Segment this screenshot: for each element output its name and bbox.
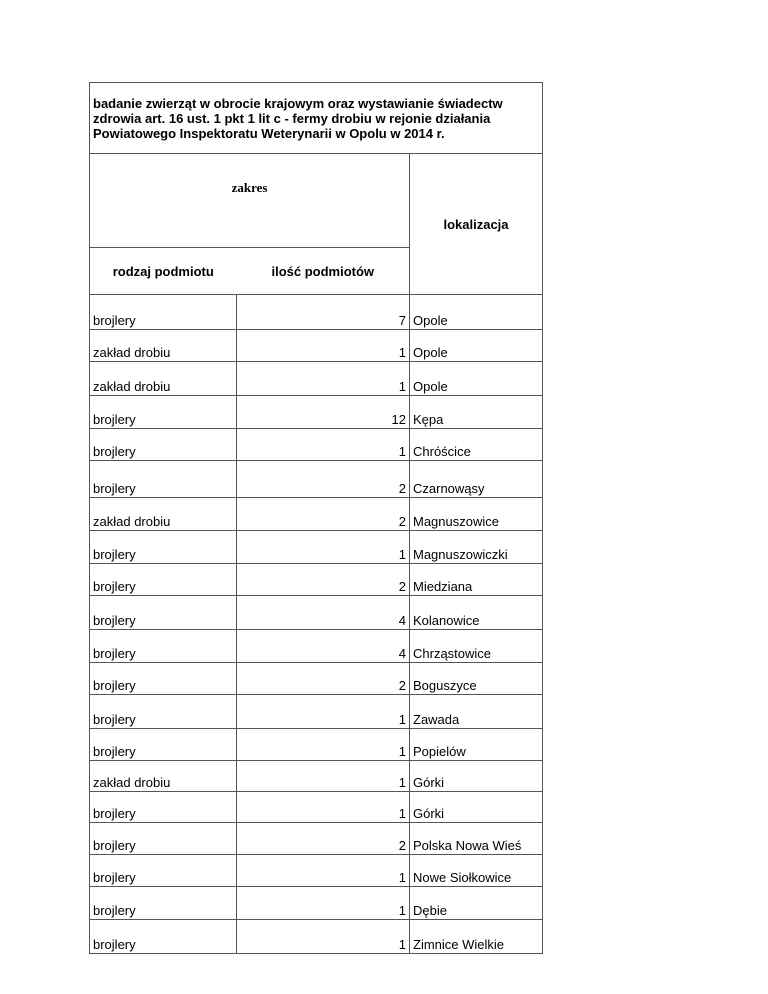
cell-ilosc: 7 xyxy=(237,295,410,330)
cell-rodzaj: brojlery xyxy=(90,792,237,823)
header-zakres: zakres xyxy=(90,154,410,248)
cell-ilosc: 2 xyxy=(237,498,410,531)
cell-rodzaj: brojlery xyxy=(90,855,237,887)
cell-rodzaj: brojlery xyxy=(90,729,237,761)
cell-ilosc: 1 xyxy=(237,531,410,564)
table-row xyxy=(90,630,543,663)
table-row xyxy=(90,823,543,855)
cell-ilosc: 1 xyxy=(237,761,410,792)
cell-rodzaj: brojlery xyxy=(90,295,237,330)
table-row xyxy=(90,498,543,531)
cell-ilosc: 1 xyxy=(237,330,410,362)
cell-lokalizacja: Boguszyce xyxy=(410,663,543,695)
cell-lokalizacja: Magnuszowiczki xyxy=(410,531,543,564)
table-row xyxy=(90,564,543,596)
cell-lokalizacja: Kolanowice xyxy=(410,596,543,630)
table-row xyxy=(90,887,543,920)
cell-lokalizacja: Opole xyxy=(410,295,543,330)
cell-ilosc: 1 xyxy=(237,887,410,920)
table-row xyxy=(90,596,543,630)
cell-lokalizacja: Magnuszowice xyxy=(410,498,543,531)
table-row xyxy=(90,362,543,396)
table-row xyxy=(90,429,543,461)
table-row xyxy=(90,330,543,362)
cell-ilosc: 1 xyxy=(237,855,410,887)
cell-lokalizacja: Górki xyxy=(410,761,543,792)
cell-lokalizacja: Zimnice Wielkie xyxy=(410,920,543,954)
table-row xyxy=(90,761,543,792)
table-row xyxy=(90,396,543,429)
cell-rodzaj: zakład drobiu xyxy=(90,761,237,792)
cell-lokalizacja: Miedziana xyxy=(410,564,543,596)
cell-lokalizacja: Polska Nowa Wieś xyxy=(410,823,543,855)
cell-rodzaj: brojlery xyxy=(90,429,237,461)
cell-rodzaj: zakład drobiu xyxy=(90,330,237,362)
cell-lokalizacja: Chrząstowice xyxy=(410,630,543,663)
cell-ilosc: 1 xyxy=(237,429,410,461)
cell-ilosc: 1 xyxy=(237,695,410,729)
table-title: badanie zwierząt w obrocie krajowym oraz wystawianie świadectw zdrowia art. 16 ust. 1 pkt 1 lit c - fermy drobiu w rejonie działania Powiatowego Inspektoratu Weterynarii w Opolu w 2014 r. xyxy=(90,83,543,154)
cell-ilosc: 2 xyxy=(237,823,410,855)
cell-rodzaj: brojlery xyxy=(90,396,237,429)
cell-ilosc: 2 xyxy=(237,663,410,695)
cell-rodzaj: brojlery xyxy=(90,887,237,920)
cell-lokalizacja: Zawada xyxy=(410,695,543,729)
title-row xyxy=(90,83,543,154)
cell-lokalizacja: Opole xyxy=(410,330,543,362)
header-lokalizacja: lokalizacja xyxy=(410,154,543,295)
table-row xyxy=(90,295,543,330)
cell-rodzaj: zakład drobiu xyxy=(90,498,237,531)
cell-rodzaj: brojlery xyxy=(90,823,237,855)
header-ilosc-podmiotow: ilość podmiotów xyxy=(237,248,410,295)
cell-lokalizacja: Nowe Siołkowice xyxy=(410,855,543,887)
cell-ilosc: 2 xyxy=(237,461,410,498)
header-rodzaj-podmiotu: rodzaj podmiotu xyxy=(90,248,237,295)
cell-ilosc: 12 xyxy=(237,396,410,429)
table-row xyxy=(90,920,543,954)
cell-ilosc: 1 xyxy=(237,920,410,954)
cell-rodzaj: brojlery xyxy=(90,564,237,596)
header-row-1 xyxy=(90,154,543,248)
cell-lokalizacja: Czarnowąsy xyxy=(410,461,543,498)
cell-lokalizacja: Górki xyxy=(410,792,543,823)
cell-lokalizacja: Dębie xyxy=(410,887,543,920)
table-row xyxy=(90,695,543,729)
cell-rodzaj: zakład drobiu xyxy=(90,362,237,396)
table-row xyxy=(90,531,543,564)
cell-lokalizacja: Kępa xyxy=(410,396,543,429)
cell-rodzaj: brojlery xyxy=(90,630,237,663)
cell-rodzaj: brojlery xyxy=(90,695,237,729)
cell-lokalizacja: Popielów xyxy=(410,729,543,761)
cell-ilosc: 1 xyxy=(237,729,410,761)
cell-rodzaj: brojlery xyxy=(90,663,237,695)
cell-lokalizacja: Opole xyxy=(410,362,543,396)
cell-lokalizacja: Chróścice xyxy=(410,429,543,461)
farms-table xyxy=(89,82,543,954)
cell-ilosc: 4 xyxy=(237,596,410,630)
cell-rodzaj: brojlery xyxy=(90,461,237,498)
table-row xyxy=(90,461,543,498)
table-row xyxy=(90,729,543,761)
cell-ilosc: 4 xyxy=(237,630,410,663)
cell-rodzaj: brojlery xyxy=(90,531,237,564)
table-row xyxy=(90,855,543,887)
table-row xyxy=(90,792,543,823)
table-row xyxy=(90,663,543,695)
cell-rodzaj: brojlery xyxy=(90,920,237,954)
cell-ilosc: 1 xyxy=(237,362,410,396)
cell-ilosc: 2 xyxy=(237,564,410,596)
cell-ilosc: 1 xyxy=(237,792,410,823)
cell-rodzaj: brojlery xyxy=(90,596,237,630)
